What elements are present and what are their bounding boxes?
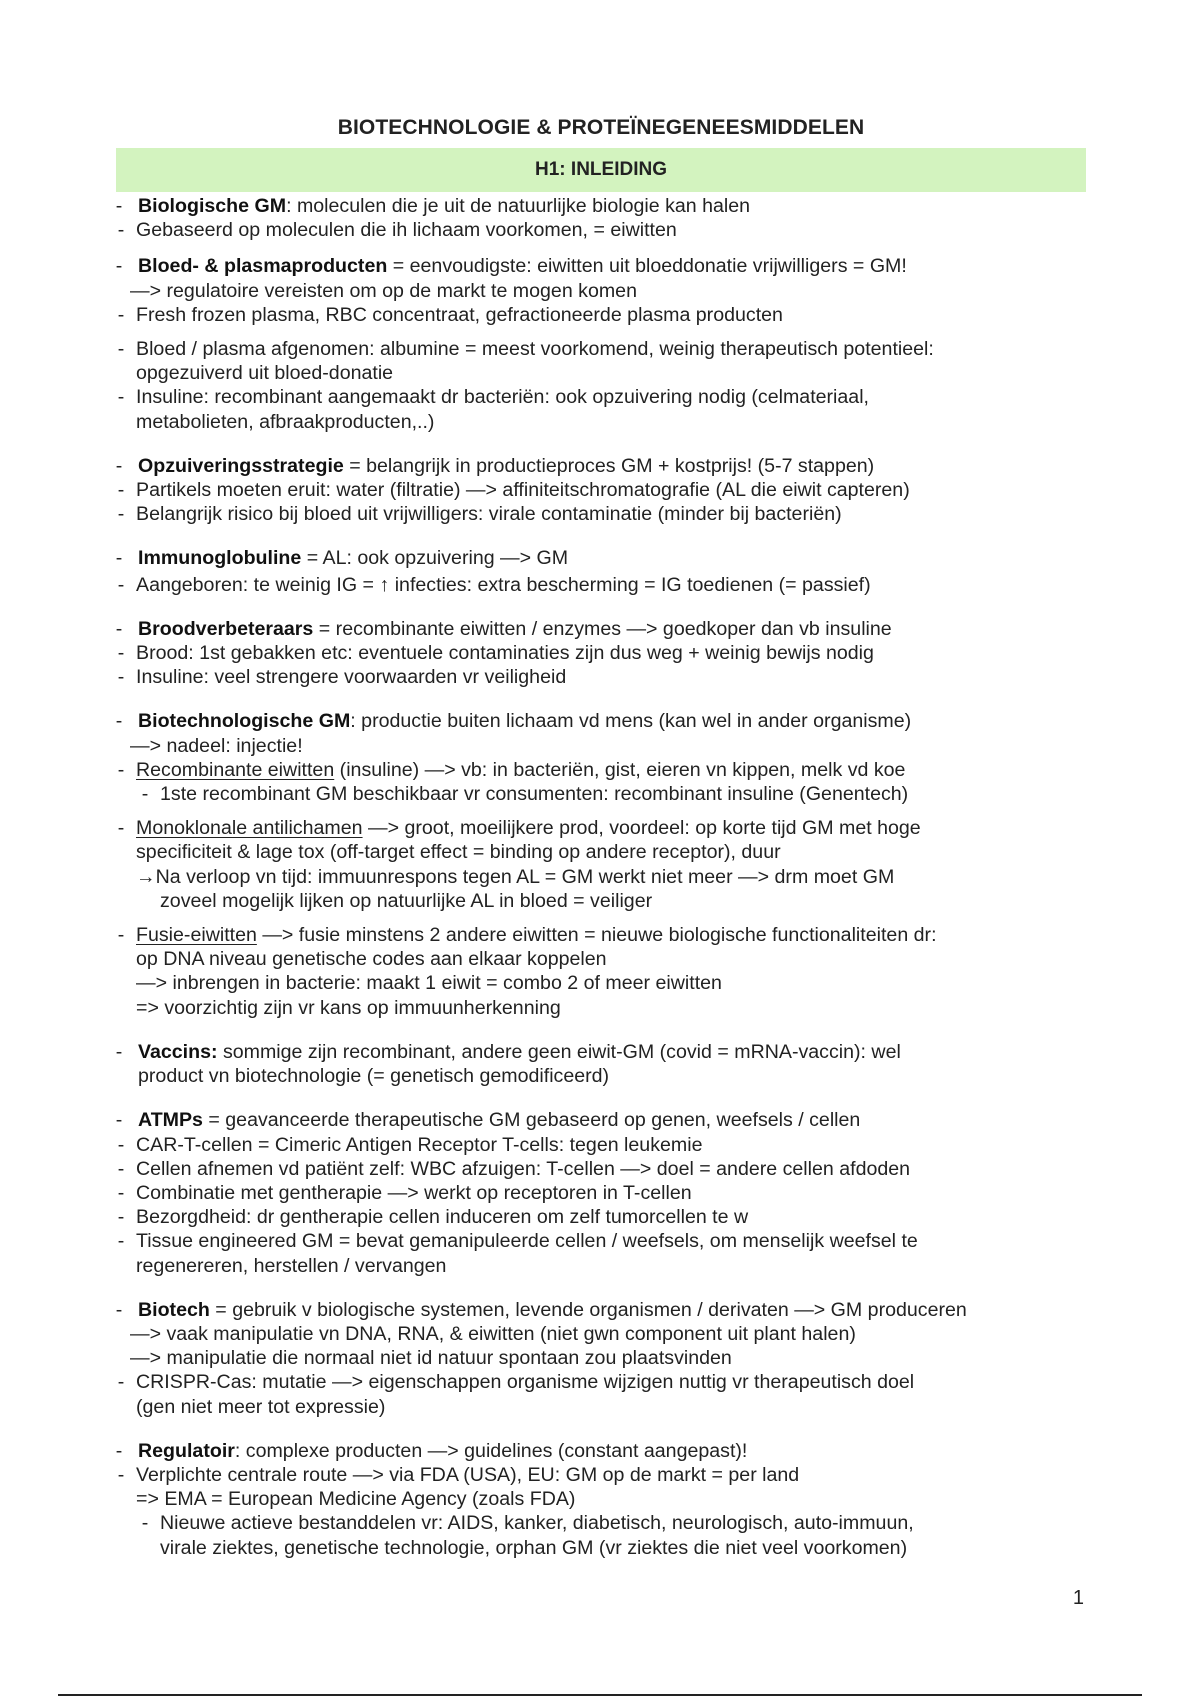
continuation-line: —> nadeel: injectie! [130,734,303,757]
continuation-line: —> manipulatie die normaal niet id natuur spontaan zou plaatsvinden [130,1347,732,1370]
sub-bullet-fusie-eiwitten: - Fusie-eiwitten —> fusie minstens 2 andere eiwitten = nieuwe biologische functionaliteiten dr: op DNA niveau genetische codes aan elkaar koppelen —> inbrengen in bacterie: maakt 1 eiwit = combo 2 of meer eiwitten => voorzichtig zijn vr kans op immuunherkenning [117,924,937,1019]
term: Opzuiveringsstrategie [138,454,344,477]
sub-bullet: - Partikels moeten eruit: water (filtratie) —> affiniteitschromatografie (AL die eiwit capteren) [117,479,910,502]
sub-bullet: - Insuline: recombinant aangemaakt dr bacteriën: ook opzuivering nodig (celmateriaal, metabolieten, afbraakproducten,..) [117,386,870,433]
document-title: BIOTECHNOLOGIE & PROTEÏNEGENEESMIDDELEN [337,116,865,139]
bullet-immunoglobuline: - Immunoglobuline = AL: ook opzuivering —> GM [115,547,569,570]
bullet-biotech: - Biotech = gebruik v biologische systemen, levende organismen / derivaten —> GM produceren [115,1298,967,1321]
continuation-line: —> regulatoire vereisten om op de markt te mogen komen [130,279,637,302]
sub-bullet: - Insuline: veel strengere voorwaarden vr veiligheid [117,666,567,689]
sub-bullet: - CRISPR-Cas: mutatie —> eigenschappen organisme wijzigen nuttig vr therapeutisch doel (gen niet meer tot expressie) [117,1371,915,1418]
term: Immunoglobuline [138,547,302,570]
sub-bullet: - Combinatie met gentherapie —> werkt op receptoren in T-cellen [117,1181,692,1204]
bullet-marker: - [115,195,123,217]
sub-bullet: - Tissue engineered GM = bevat gemanipuleerde cellen / weefsels, om menselijk weefsel te regenereren, herstellen / vervangen [117,1230,918,1277]
bullet-broodverbeteraars: - Broodverbeteraars = recombinante eiwitten / enzymes —> goedkoper dan vb insuline [115,617,892,640]
term: Regulatoir [138,1439,235,1462]
sub-sub-bullet: - Nieuwe actieve bestanddelen vr: AIDS, kanker, diabetisch, neurologisch, auto-immuun, virale ziektes, genetische technologie, orphan GM (vr ziektes die niet veel voorkomen) [141,1512,914,1559]
sub-bullet: - Belangrijk risico bij bloed uit vrijwilligers: virale contaminatie (minder bij bacteriën) [117,503,842,526]
bullet-biotechnologische-gm: - Biotechnologische GM: productie buiten lichaam vd mens (kan wel in ander organisme) [115,710,912,733]
page-number: 1 [1072,1587,1084,1609]
bullet-opzuiveringsstrategie: - Opzuiveringsstrategie = belangrijk in productieproces GM + kostprijs! (5-7 stappen) [115,454,875,477]
bullet-bloed-plasmaproducten: - Bloed- & plasmaproducten = eenvoudigste: eiwitten uit bloeddonatie vrijwilligers = GM! [115,255,907,278]
footer-divider [58,1694,1142,1696]
sub-sub-bullet: - 1ste recombinant GM beschikbaar vr consumenten: recombinant insuline (Genentech) [141,783,909,806]
sub-bullet: - Brood: 1st gebakken etc: eventuele contaminaties zijn dus weg + weinig bewijs nodig [117,642,874,665]
sub-bullet: - Fresh frozen plasma, RBC concentraat, gefractioneerde plasma producten [117,303,783,326]
bullet-atmps: - ATMPs = geavanceerde therapeutische GM gebaseerd op genen, weefsels / cellen [115,1109,861,1132]
term: Biotech [138,1298,210,1321]
bullet-biologische-gm: - Biologische GM: moleculen die je uit de natuurlijke biologie kan halen [112,194,1102,218]
sub-bullet-monoklonale-antilichamen: - Monoklonale antilichamen —> groot, moeilijkere prod, voordeel: op korte tijd GM met hoge specificiteit & lage tox (off-target effect = binding op andere receptor), duur →Na verloop vn tijd: immuunrespons tegen AL = GM werkt niet meer —> drm moet GM zoveel mogelijk lijken op natuurlijke AL in bloed = veiliger [117,817,921,912]
sub-bullet: - CAR-T-cellen = Cimeric Antigen Receptor T-cells: tegen leukemie [117,1133,703,1156]
bullet-regulatoir: - Regulatoir: complexe producten —> guidelines (constant aangepast)! [115,1439,748,1462]
term: Biotechnologische GM [138,710,351,733]
term: Broodverbeteraars [138,617,314,640]
sub-bullet: - Cellen afnemen vd patiënt zelf: WBC afzuigen: T-cellen —> doel = andere cellen afdoden [117,1157,911,1180]
sub-bullet: - Bezorgdheid: dr gentherapie cellen induceren om zelf tumorcellen te w [117,1206,749,1229]
term: Biologische GM [138,195,287,217]
sub-bullet: - Gebaseerd op moleculen die ih lichaam voorkomen, = eiwitten [117,219,677,242]
sub-bullet: - Aangeboren: te weinig IG = ↑ infecties: extra bescherming = IG toedienen (= passief) [117,573,871,596]
term: Vaccins: [138,1040,218,1063]
sub-bullet: - Verplichte centrale route —> via FDA (USA), EU: GM op de markt = per land => EMA = European Medicine Agency (zoals FDA) [117,1463,800,1511]
sub-bullet: - Bloed / plasma afgenomen: albumine = meest voorkomend, weinig therapeutisch potentieel: opgezuiverd uit bloed-donatie [117,338,934,385]
term: Bloed- & plasmaproducten [138,255,388,278]
chapter-heading-text: H1: INLEIDING [535,159,667,180]
bullet-vaccins: - Vaccins: sommige zijn recombinant, andere geen eiwit-GM (covid = mRNA-vaccin): wel product vn biotechnologie (= genetisch gemodificeerd) [115,1040,901,1088]
sub-bullet-recombinante-eiwitten: - Recombinante eiwitten (insuline) —> vb: in bacteriën, gist, eieren vn kippen, melk vd koe [117,758,906,781]
continuation-line: —> vaak manipulatie vn DNA, RNA, & eiwitten (niet gwn component uit plant halen) [130,1322,856,1345]
term: ATMPs [138,1109,203,1132]
notes-content [112,194,1102,1560]
chapter-heading [116,148,1086,192]
